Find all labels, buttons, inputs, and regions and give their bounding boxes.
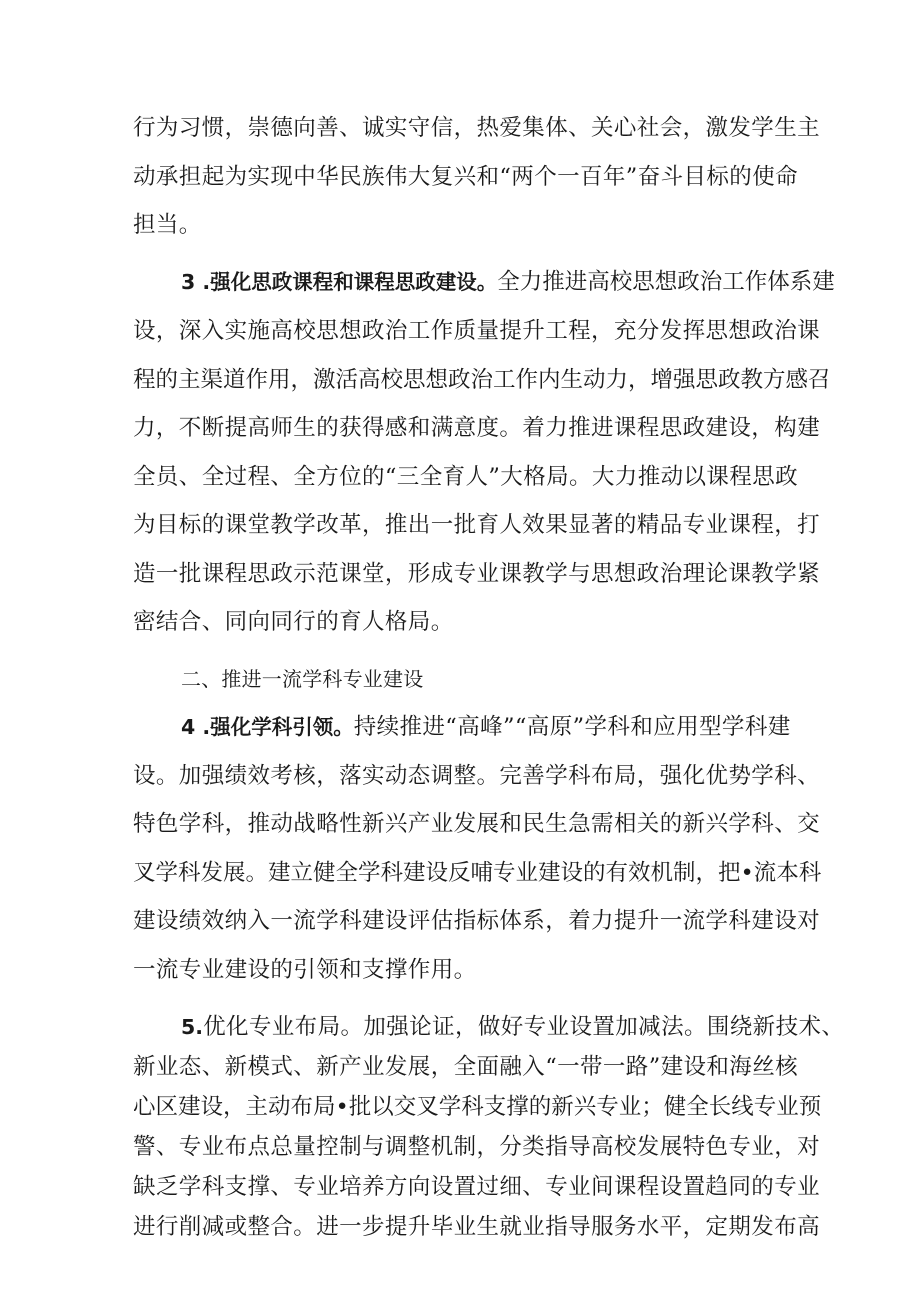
paragraph-line: 行为习惯，崇德向善、诚实守信，热爱集体、关心社会，激发学生主	[133, 115, 821, 141]
paragraph-line: 进行削减或整合。进一步提升毕业生就业指导服务水平，定期发布高	[133, 1214, 821, 1240]
item-3-first-line	[181, 267, 835, 297]
paragraph-line: 建设绩效纳入一流学科建设评估指标体系，着力提升一流学科建设对	[133, 908, 821, 934]
paragraph-line: 全员、全过程、全方位的“三全育人”大格局。大力推动以课程思政	[133, 464, 799, 490]
paragraph-line: 为目标的课堂教学改革，推出一批育人效果显著的精品专业课程，打	[133, 512, 821, 538]
item-4-heading: 4 .强化学科引领。	[181, 715, 354, 739]
paragraph-line: 叉学科发展。建立健全学科建设反哺专业建设的有效机制，把•流本科	[133, 860, 822, 886]
section-heading: 二、推进一流学科专业建设	[181, 667, 424, 691]
paragraph-line: 担当。	[133, 212, 202, 238]
paragraph-line: 心区建设，主动布局•批以交叉学科支撑的新兴专业；健全长线专业预	[133, 1094, 822, 1120]
paragraph-text: 持续推进“高峰”“高原”学科和应用型学科建	[353, 714, 791, 740]
paragraph-text: 优化专业布局。加强论证，做好专业设置加减法。围绕新技术、	[203, 1014, 845, 1040]
paragraph-line: 密结合、同向同行的育人格局。	[133, 609, 454, 635]
paragraph-line: 新业态、新模式、新产业发展，全面融入“一带一路”建设和海丝核	[133, 1054, 799, 1080]
paragraph-line: 力，不断提高师生的获得感和满意度。着力推进课程思政建设，构建	[133, 415, 821, 441]
paragraph-line: 造一批课程思政示范课堂，形成专业课教学与思想政治理论课教学紧	[133, 561, 821, 587]
item-4-first-line	[181, 712, 793, 742]
paragraph-line: 一流专业建设的引领和支撑作用。	[133, 957, 477, 983]
item-5-number: 5.	[181, 1015, 204, 1039]
paragraph-text: 全力推进高校思想政治工作体系建	[497, 269, 835, 295]
paragraph-line: 缺乏学科支撑、专业培养方向设置过细、专业间课程设置趋同的专业	[133, 1174, 821, 1200]
paragraph-line: 警、专业布点总量控制与调整机制，分类指导高校发展特色专业，对	[133, 1134, 821, 1160]
paragraph-line: 程的主渠道作用，激活高校思想政治工作内生动力，增强思政教方感召	[133, 367, 831, 393]
item-5-first-line	[181, 1012, 845, 1042]
paragraph-line: 特色学科，推动战略性新兴产业发展和民生急需相关的新兴学科、交	[133, 811, 821, 837]
paragraph-line: 设。加强绩效考核，落实动态调整。完善学科布局，强化优势学科、	[133, 763, 821, 789]
paragraph-line: 动承担起为实现中华民族伟大复兴和“两个一百年”奋斗目标的使命	[133, 164, 799, 190]
paragraph-line: 设，深入实施高校思想政治工作质量提升工程，充分发挥思想政治课	[133, 318, 821, 344]
item-3-heading: 3 .强化思政课程和课程思政建设。	[181, 270, 498, 294]
